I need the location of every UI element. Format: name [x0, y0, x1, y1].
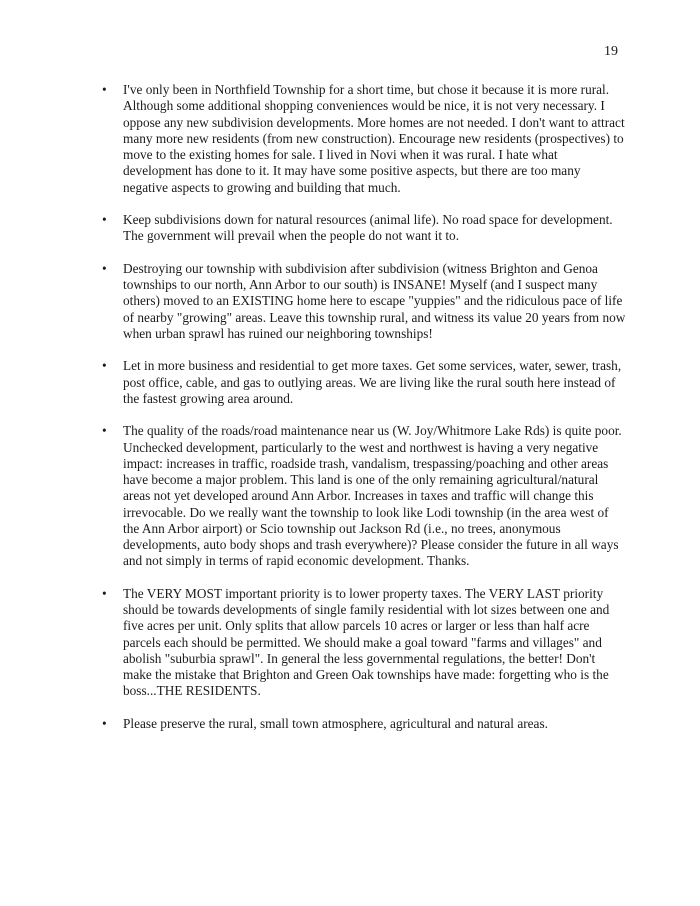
- comment-item: [96, 586, 626, 700]
- comment-text: Keep subdivisions down for natural resources (animal life). No road space for development. The government will prevail when the people do not want it to.: [123, 212, 613, 244]
- bullet-icon: •: [102, 716, 107, 732]
- bullet-icon: •: [102, 585, 107, 601]
- comment-text: The quality of the roads/road maintenance near us (W. Joy/Whitmore Lake Rds) is quite poor. Unchecked development, particularly to the west and northwest is having a very negative impact: increases in traffic, roadside trash, vandalism, trespassing/poaching and other areas have become a major problem. This land is one of the only remaining agricultural/natural areas not yet developed around Ann Arbor. Increases in taxes and traffic will change this irrevocable. Do we really want the township to look like Lodi township (in the area west of the Ann Arbor airport) or Scio township out Jackson Rd (i.e., no trees, anonymous developments, auto body shops and trash everywhere)? Please consider the future in all ways and not simply in terms of rapid economic development. Thanks.: [123, 423, 622, 569]
- bullet-icon: •: [102, 423, 107, 439]
- comment-item: [96, 212, 626, 245]
- bullet-icon: •: [102, 260, 107, 276]
- comment-item: [96, 423, 626, 569]
- page-number: 19: [604, 44, 618, 59]
- comment-item: [96, 716, 626, 732]
- comment-list: [96, 82, 626, 749]
- comment-item: [96, 261, 626, 342]
- bullet-icon: •: [102, 358, 107, 374]
- bullet-icon: •: [102, 212, 107, 228]
- comment-text: The VERY MOST important priority is to lower property taxes. The VERY LAST priority should be towards developments of single family residential with lot sizes between one and five acres per unit. Only splits that allow parcels 10 acres or larger or less than half acre parcels each should be permitted. We should make a goal toward "farms and villages" and abolish "suburbia sprawl". In general the less governmental regulations, the better! Don't make the mistake that Brighton and Green Oak townships have made: forgetting who is the boss...THE RESIDENTS.: [123, 585, 610, 699]
- comment-item: [96, 82, 626, 196]
- comment-text: Destroying our township with subdivision after subdivision (witness Brighton and Genoa townships to our north, Ann Arbor to our south) is INSANE! Myself (and I suspect many others) moved to an EXISTING home here to escape "yuppies" and the ridiculous pace of life of nearby "growing" areas. Leave this township rural, and witness its value 20 years from now when urban sprawl has ruined our neighboring townships!: [123, 260, 626, 341]
- comment-text: I've only been in Northfield Township for a short time, but chose it because it is more rural. Although some additional shopping conveniences would be nice, it is not very necessary. I oppose any new subdivision developments. More homes are not needed. I don't want to attract many more new residents (from new construction). Encourage new residents (prospectives) to move to the existing homes for sale. I lived in Novi when it was rural. I hate what development has done to it. It may have some positive aspects, but there are too many negative aspects to growing and building that much.: [123, 82, 625, 195]
- bullet-icon: •: [102, 82, 107, 97]
- comment-item: [96, 358, 626, 407]
- comment-text: Please preserve the rural, small town atmosphere, agricultural and natural areas.: [123, 716, 548, 732]
- comment-text: Let in more business and residential to get more taxes. Get some services, water, sewer, trash, post office, cable, and gas to outlying areas. We are living like the rural south here instead of the fastest growing area around.: [123, 358, 622, 406]
